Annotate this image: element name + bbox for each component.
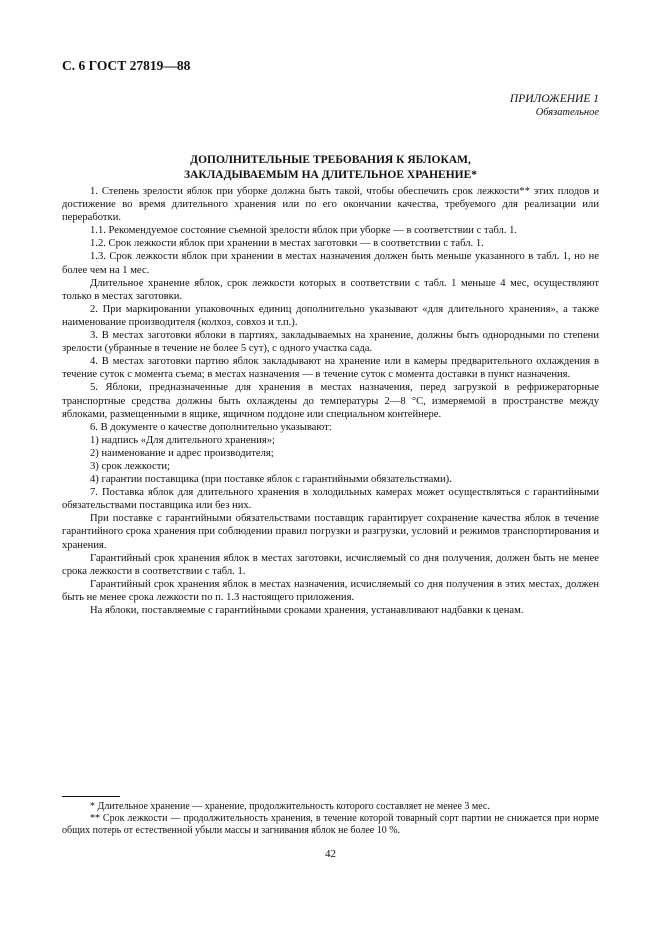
page-header: С. 6 ГОСТ 27819—88 xyxy=(62,58,191,73)
footnote-2: ** Срок лежкости — продолжительность хранения, в течение которой товарный сорт партии не снижается при норме общих потерь от естественной убыли массы и загнивания яблок не более 10 %. xyxy=(62,813,599,836)
title-line-2: ЗАКЛАДЫВАЕМЫМ НА ДЛИТЕЛЬНОЕ ХРАНЕНИЕ* xyxy=(183,169,478,181)
page-number: 42 xyxy=(325,848,336,860)
list-item-3: 3) срок лежкости; xyxy=(90,460,170,472)
paragraph-6: 6. В документе о качестве дополнительно указывают: xyxy=(90,421,332,433)
list-item-4: 4) гарантии поставщика (при поставке яблок с гарантийными обязательствами). xyxy=(90,474,452,486)
paragraph-long-storage: Длительное хранение яблок, срок лежкости которых в соответствии с табл. 1 меньше 4 мес, осуществляют только в местах заготовки. xyxy=(62,277,599,302)
paragraph-1-1: 1.1. Рекомендуемое состояние съемной зрелости яблок при уборке — в соответствии с табл. 1. xyxy=(90,225,518,237)
paragraph-1-2: 1.2. Срок лежкости яблок при хранении в местах заготовки — в соответствии с табл. 1. xyxy=(90,238,484,250)
title-line-1: ДОПОЛНИТЕЛЬНЫЕ ТРЕБОВАНИЯ К ЯБЛОКАМ, xyxy=(190,154,471,166)
paragraph-1: 1. Степень зрелости яблок при уборке должна быть такой, чтобы обеспечить срок лежкости** этих плодов и достижение во время длительного хранения или по его окончании качества, требуемого для реализации или переработки. xyxy=(62,186,599,224)
section-title xyxy=(62,153,599,183)
paragraph-price-markup: На яблоки, поставляемые с гарантийными сроками хранения, устанавливают надбавки к ценам. xyxy=(90,605,524,616)
appendix-label-block xyxy=(510,93,599,119)
paragraph-7: 7. Поставка яблок для длительного хранения в холодильных камерах может осуществляться с гарантийными обязательствами поставщика или без них. xyxy=(62,487,599,512)
paragraph-guarantee: При поставке с гарантийными обязательствами поставщик гарантирует сохранение качества яблок в течение гарантийного срока хранения при соблюдении правил погрузки и разгрузки, условий и режимов транспортирования и хранения. xyxy=(62,513,599,551)
footnote-1: * Длительное хранение — хранение, продолжительность которого составляет не менее 3 мес. xyxy=(90,801,490,812)
paragraph-1-3: 1.3. Срок лежкости яблок при хранении в местах назначения должен быть меньше указанного в табл. 1, но не более чем на 1 мес. xyxy=(62,251,599,276)
list-item-2: 2) наименование и адрес производителя; xyxy=(90,447,274,459)
paragraph-guarantee-destination: Гарантийный срок хранения яблок в местах назначения, исчисляемый со дня получения в этих местах, должен быть не менее срока лежкости по п. 1.3 настоящего приложения. xyxy=(62,578,599,603)
body-text xyxy=(62,185,599,617)
paragraph-3: 3. В местах заготовки яблоки в партиях, закладываемых на хранение, должны быть однородными по степени зрелости (убранные в течение не более 5 сут), с одного участка сада. xyxy=(62,330,599,355)
footnotes xyxy=(62,801,599,837)
list-item-1: 1) надпись «Для длительного хранения»; xyxy=(90,434,275,446)
appendix-status: Обязательное xyxy=(535,107,599,118)
paragraph-2: 2. При маркировании упаковочных единиц дополнительно указывают «для длительного хранения», а также наименование производителя (колхоз, совхоз и т.п.). xyxy=(62,303,599,328)
appendix-label: ПРИЛОЖЕНИЕ 1 xyxy=(509,93,599,105)
paragraph-5: 5. Яблоки, предназначенные для хранения в местах назначения, перед загрузкой в рефрижераторные транспортные средства должны быть охлаждены до температуры 2—8 °С, измеряемой в пространстве между яблоками, размещенными в ящике, ящичном поддоне или специальном контейнере. xyxy=(62,382,599,420)
footnote-divider xyxy=(62,796,120,797)
paragraph-guarantee-origin: Гарантийный срок хранения яблок в местах заготовки, исчисляемый со дня получения, должен быть не менее срока лежкости в соответствии с табл. 1. xyxy=(62,552,599,577)
paragraph-4: 4. В местах заготовки партию яблок закладывают на хранение или в камеры предварительного охлаждения в течение суток с момента съема; в местах назначения — в течение суток с момента доставки в пункт назначения. xyxy=(62,356,599,381)
